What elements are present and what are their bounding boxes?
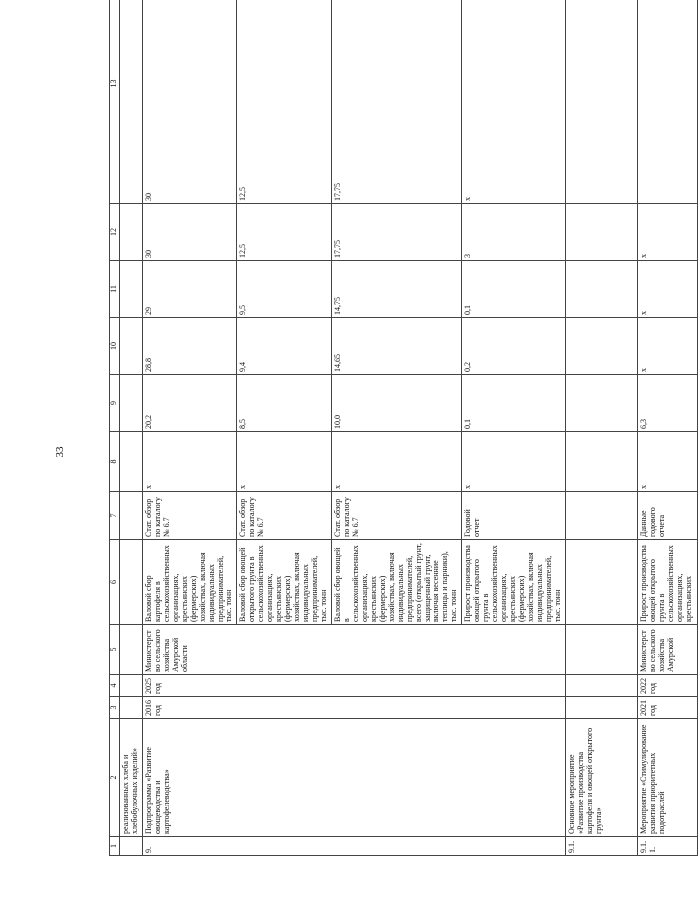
indicator-name: Валовой сбор картофеля в сельскохозяйственных организациях, крестьянских (фермерских) хозяйствах, включая индивидуальных предпринимателей, тыс. тонн [142, 540, 237, 625]
start-year: 2016 год [142, 697, 565, 719]
value-col-10: 9,4 [237, 318, 332, 375]
value-col-8: х [142, 432, 237, 492]
value-col-8: х [462, 432, 565, 492]
continuation-text: реализованных хлеба и хлебобулочных изделий» [120, 719, 143, 837]
value-col-12: 12,5 [237, 204, 332, 261]
indicator-name: Прирост производства овощей открытого грунта в сельскохозяйственных организациях, крестьянских (фермерских) хозяйствах, включая индивидуальных предпринимателей, тыс. тонн [462, 540, 565, 625]
row-title: Подпрограмма «Развитие овощеводства и картофелеводства» [142, 719, 565, 837]
row-title: Основное мероприятие «Развитие производства картофеля и овощей открытого грунта» [565, 719, 637, 837]
row-title: Мероприятие «Стимулирование развития приоритетных подотраслей [637, 719, 697, 837]
row-number: 9.1. [565, 837, 637, 856]
start-year: 2021 год [637, 697, 697, 719]
continuation-row [120, 0, 143, 856]
value-col-9: 10,0 [331, 375, 461, 432]
value-col-12: 30 [142, 204, 237, 261]
value-col-12: 17,75 [331, 204, 461, 261]
value-col-8: х [331, 432, 461, 492]
page-number: 33 [54, 446, 66, 458]
table-row [637, 0, 697, 856]
value-col-13: 12,5 [237, 0, 332, 204]
col-num-13: 13 [110, 0, 120, 204]
value-col-9: 20,2 [142, 375, 237, 432]
value-col-11: 29 [142, 261, 237, 318]
row-number: 9.1.1. [637, 837, 697, 856]
col-num-3: 3 [110, 697, 120, 719]
col-num-6: 6 [110, 540, 120, 625]
indicator-name: Прирост производства овощей открытого грунта в сельскохозяйственных организациях, крестьянских [637, 540, 697, 625]
value-col-11: х [637, 261, 697, 318]
value-col-13: х [462, 0, 565, 204]
value-col-10: 28,8 [142, 318, 237, 375]
rotated-table-container [109, 16, 693, 856]
value-col-10: 0,2 [462, 318, 565, 375]
end-year: 2025 год [142, 675, 565, 697]
value-col-12: 3 [462, 204, 565, 261]
col-num-5: 5 [110, 625, 120, 675]
end-year: 2022 год [637, 675, 697, 697]
value-col-11: 0,1 [462, 261, 565, 318]
col-num-8: 8 [110, 432, 120, 492]
value-col-8: х [637, 432, 697, 492]
indicator-source: Годовой отчет [462, 492, 565, 540]
value-col-12: х [637, 204, 697, 261]
value-col-13: 17,75 [331, 0, 461, 204]
value-col-9: 6,3 [637, 375, 697, 432]
column-number-row [110, 0, 120, 856]
indicator-source: Стат. обзор по каталогу № 6.7 [142, 492, 237, 540]
value-col-10: х [637, 318, 697, 375]
col-num-9: 9 [110, 375, 120, 432]
value-col-13 [637, 0, 697, 204]
value-col-9: 0,1 [462, 375, 565, 432]
indicator-source: Данные годового отчета [637, 492, 697, 540]
indicator-source: Стат. обзор по каталогу № 6.7 [331, 492, 461, 540]
col-num-4: 4 [110, 675, 120, 697]
value-col-9: 8,5 [237, 375, 332, 432]
value-col-11: 9,5 [237, 261, 332, 318]
executor: Министерство сельского хозяйства Амурской [637, 625, 697, 675]
indicator-source: Стат. обзор по каталогу № 6.7 [237, 492, 332, 540]
col-num-2: 2 [110, 719, 120, 837]
col-num-7: 7 [110, 492, 120, 540]
value-col-13: 30 [142, 0, 237, 204]
col-num-11: 11 [110, 261, 120, 318]
executor: Министерство сельского хозяйства Амурской области [142, 625, 565, 675]
col-num-10: 10 [110, 318, 120, 375]
row-number: 9. [142, 837, 565, 856]
table-row [142, 0, 237, 856]
table-row [565, 0, 637, 856]
value-col-8: х [237, 432, 332, 492]
indicators-table [109, 0, 698, 856]
col-num-1: 1 [110, 837, 120, 856]
col-num-12: 12 [110, 204, 120, 261]
indicator-name: Валовой сбор овощей открытого грунта в сельскохозяйственных организациях, крестьянских (фермерских) хозяйствах, включая индивидуальных предпринимателей, тыс. тонн [237, 540, 332, 625]
value-col-10: 14,65 [331, 318, 461, 375]
indicator-name: Валовой сбор овощей в сельскохозяйственных организациях, крестьянских (фермерских) хозяйствах, включая индивидуальных предпринимателей, всего (открытый грунт, защищенный грунт, включая весенние теплицы и парники), тыс. тонн [331, 540, 461, 625]
value-col-11: 14,75 [331, 261, 461, 318]
